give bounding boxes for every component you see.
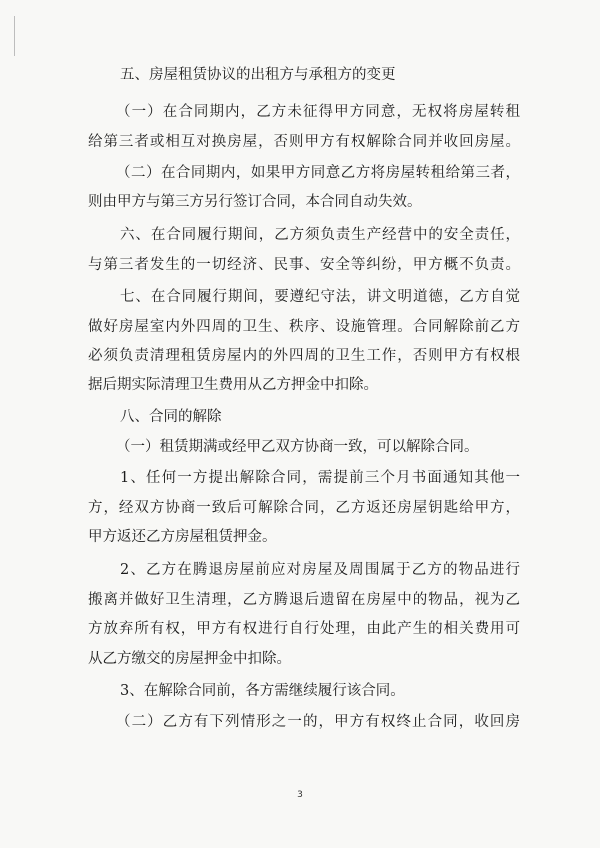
paragraph-line: 做好房屋室内外四周的卫生、秩序、设施管理。合同解除前乙方 — [88, 319, 520, 335]
paragraph-line: 给第三者或相互对换房屋，否则甲方有权解除合同并收回房屋。 — [88, 134, 520, 150]
paragraph-line: 2、乙方在腾退房屋前应对房屋及周围属于乙方的物品进行 — [120, 562, 520, 578]
section-heading: 五、房屋租赁协议的出租方与承租方的变更 — [120, 67, 396, 83]
document-body — [88, 66, 520, 731]
paragraph-line: （二）乙方有下列情形之一的，甲方有权终止合同，收回房 — [116, 714, 520, 730]
paragraph-line: 1、任何一方提出解除合同，需提前三个月书面通知其他一 — [120, 470, 520, 486]
paragraph-line: 从乙方缴交的房屋押金中扣除。 — [88, 651, 291, 667]
paragraph-line: 必须负责清理租赁房屋内的外四周的卫生工作，否则甲方有权根 — [88, 348, 520, 364]
paragraph-line: 方放弃所有权，甲方有权进行自行处理，由此产生的相关费用可 — [88, 621, 520, 637]
section-heading: 七、在合同履行期间，要遵纪守法，讲文明道德，乙方自觉 — [120, 289, 520, 305]
paragraph-line: （一）在合同期内，乙方未征得甲方同意，无权将房屋转租 — [116, 104, 520, 120]
paragraph-line: 3、在解除合同前，各方需继续履行该合同。 — [120, 683, 405, 699]
page-number: 3 — [297, 790, 303, 800]
paragraph-line: 与第三者发生的一切经济、民事、安全等纠纷，甲方概不负责。 — [88, 257, 520, 273]
binding-mark — [14, 16, 15, 56]
paragraph-line: 方，经双方协商一致后可解除合同，乙方返还房屋钥匙给甲方， — [88, 500, 520, 516]
paragraph-line: 甲方返还乙方房屋租赁押金。 — [88, 529, 277, 545]
section-heading: 八、合同的解除 — [120, 409, 222, 425]
paragraph-line: （一）租赁期满或经甲乙双方协商一致，可以解除合同。 — [116, 439, 479, 455]
paragraph-line: 搬离并做好卫生清理，乙方腾退后遗留在房屋中的物品，视为乙 — [88, 592, 520, 608]
section-heading: 六、在合同履行期间，乙方须负责生产经营中的安全责任， — [120, 227, 520, 243]
paragraph-line: 则由甲方与第三方另行签订合同，本合同自动失效。 — [88, 194, 422, 210]
paragraph-line: 据后期实际清理卫生费用从乙方押金中扣除。 — [88, 377, 378, 393]
paragraph-line: （二）在合同期内，如果甲方同意乙方将房屋转租给第三者， — [116, 165, 520, 181]
